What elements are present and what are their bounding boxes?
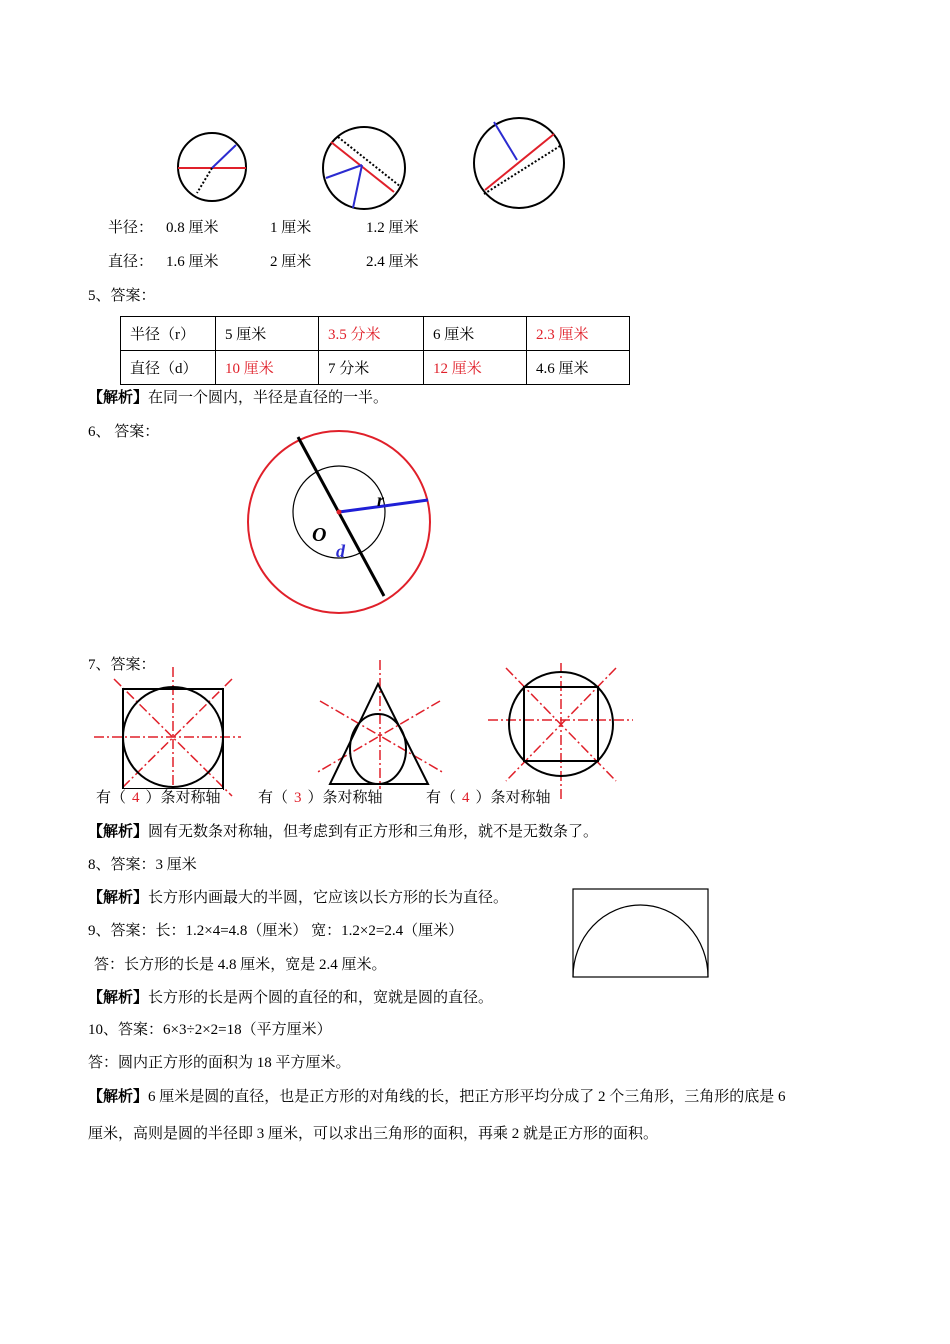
- table-cell: 12 厘米: [424, 351, 527, 385]
- radius-value-1: 0.8 厘米: [166, 220, 219, 236]
- analysis-tag: 【解析】: [88, 824, 149, 840]
- q9-analysis: [88, 989, 493, 1007]
- analysis-text: 6 厘米是圆的直径，也是正方形的对角线的长，把正方形平均分成了 2 个三角形，三角形的底是 6: [148, 1089, 786, 1105]
- diameter-value-3: 2.4 厘米: [366, 254, 419, 270]
- table-cell: 7 分米: [319, 351, 424, 385]
- analysis-tag: 【解析】: [88, 890, 149, 906]
- label-r: r: [377, 490, 385, 510]
- radius-label: 半径：: [108, 220, 154, 236]
- analysis-tag: 【解析】: [88, 390, 149, 406]
- table-cell: 10 厘米: [216, 351, 319, 385]
- table-cell: 2.3 厘米: [527, 317, 630, 351]
- table-cell: 6 厘米: [424, 317, 527, 351]
- table-cell: 5 厘米: [216, 317, 319, 351]
- analysis-text: 在同一个圆内，半径是直径的一半。: [148, 390, 389, 406]
- table-cell: 半径（r）: [121, 317, 216, 351]
- q9-answer: 9、答案：长：1.2×4=4.8（厘米） 宽：1.2×2=2.4（厘米）: [88, 923, 464, 939]
- q6-heading: 6、 答案：: [88, 424, 160, 440]
- analysis-tag: 【解析】: [88, 990, 149, 1006]
- axis-count: 4: [132, 790, 140, 806]
- q5-heading: 5、答案：: [88, 288, 156, 304]
- axis-count: 4: [462, 790, 470, 806]
- q7-heading: 7、答案：: [88, 657, 156, 673]
- q7-count-2: 有（ 3 ）条对称轴: [258, 790, 383, 806]
- q10-analysis-line-2: 厘米，高则是圆的半径即 3 厘米，可以求出三角形的面积，再乘 2 就是正方形的面积。: [88, 1126, 659, 1142]
- q9-reply: 答：长方形的长是 4.8 厘米，宽是 2.4 厘米。: [94, 957, 387, 973]
- table-cell: 直径（d）: [121, 351, 216, 385]
- analysis-tag: 【解析】: [88, 1089, 149, 1105]
- analysis-text: 长方形的长是两个圆的直径的和，宽就是圆的直径。: [148, 990, 494, 1006]
- diameter-value-2: 2 厘米: [270, 254, 312, 270]
- q10-analysis-line-1: [88, 1088, 786, 1106]
- diameter-value-1: 1.6 厘米: [166, 254, 219, 270]
- analysis-text: 长方形内画最大的半圆，它应该以长方形的长为直径。: [148, 890, 509, 906]
- axis-count: 3: [294, 790, 302, 806]
- diameter-label: 直径：: [108, 254, 154, 270]
- q7-count-1: 有（ 4 ）条对称轴: [96, 790, 221, 806]
- q10-answer: 10、答案：6×3÷2×2=18（平方厘米）: [88, 1022, 332, 1038]
- radius-value-2: 1 厘米: [270, 220, 312, 236]
- radius-value-3: 1.2 厘米: [366, 220, 419, 236]
- analysis-text: 圆有无数条对称轴，但考虑到有正方形和三角形，就不是无数条了。: [148, 824, 599, 840]
- table-cell: 3.5 分米: [319, 317, 424, 351]
- table-cell: 4.6 厘米: [527, 351, 630, 385]
- q10-reply: 答：圆内正方形的面积为 18 平方厘米。: [88, 1055, 351, 1071]
- label-d: d: [336, 541, 345, 561]
- q8-answer: 8、答案：3 厘米: [88, 857, 197, 873]
- label-center-o: O: [312, 524, 327, 546]
- q7-count-3: 有（ 4 ）条对称轴: [426, 790, 551, 806]
